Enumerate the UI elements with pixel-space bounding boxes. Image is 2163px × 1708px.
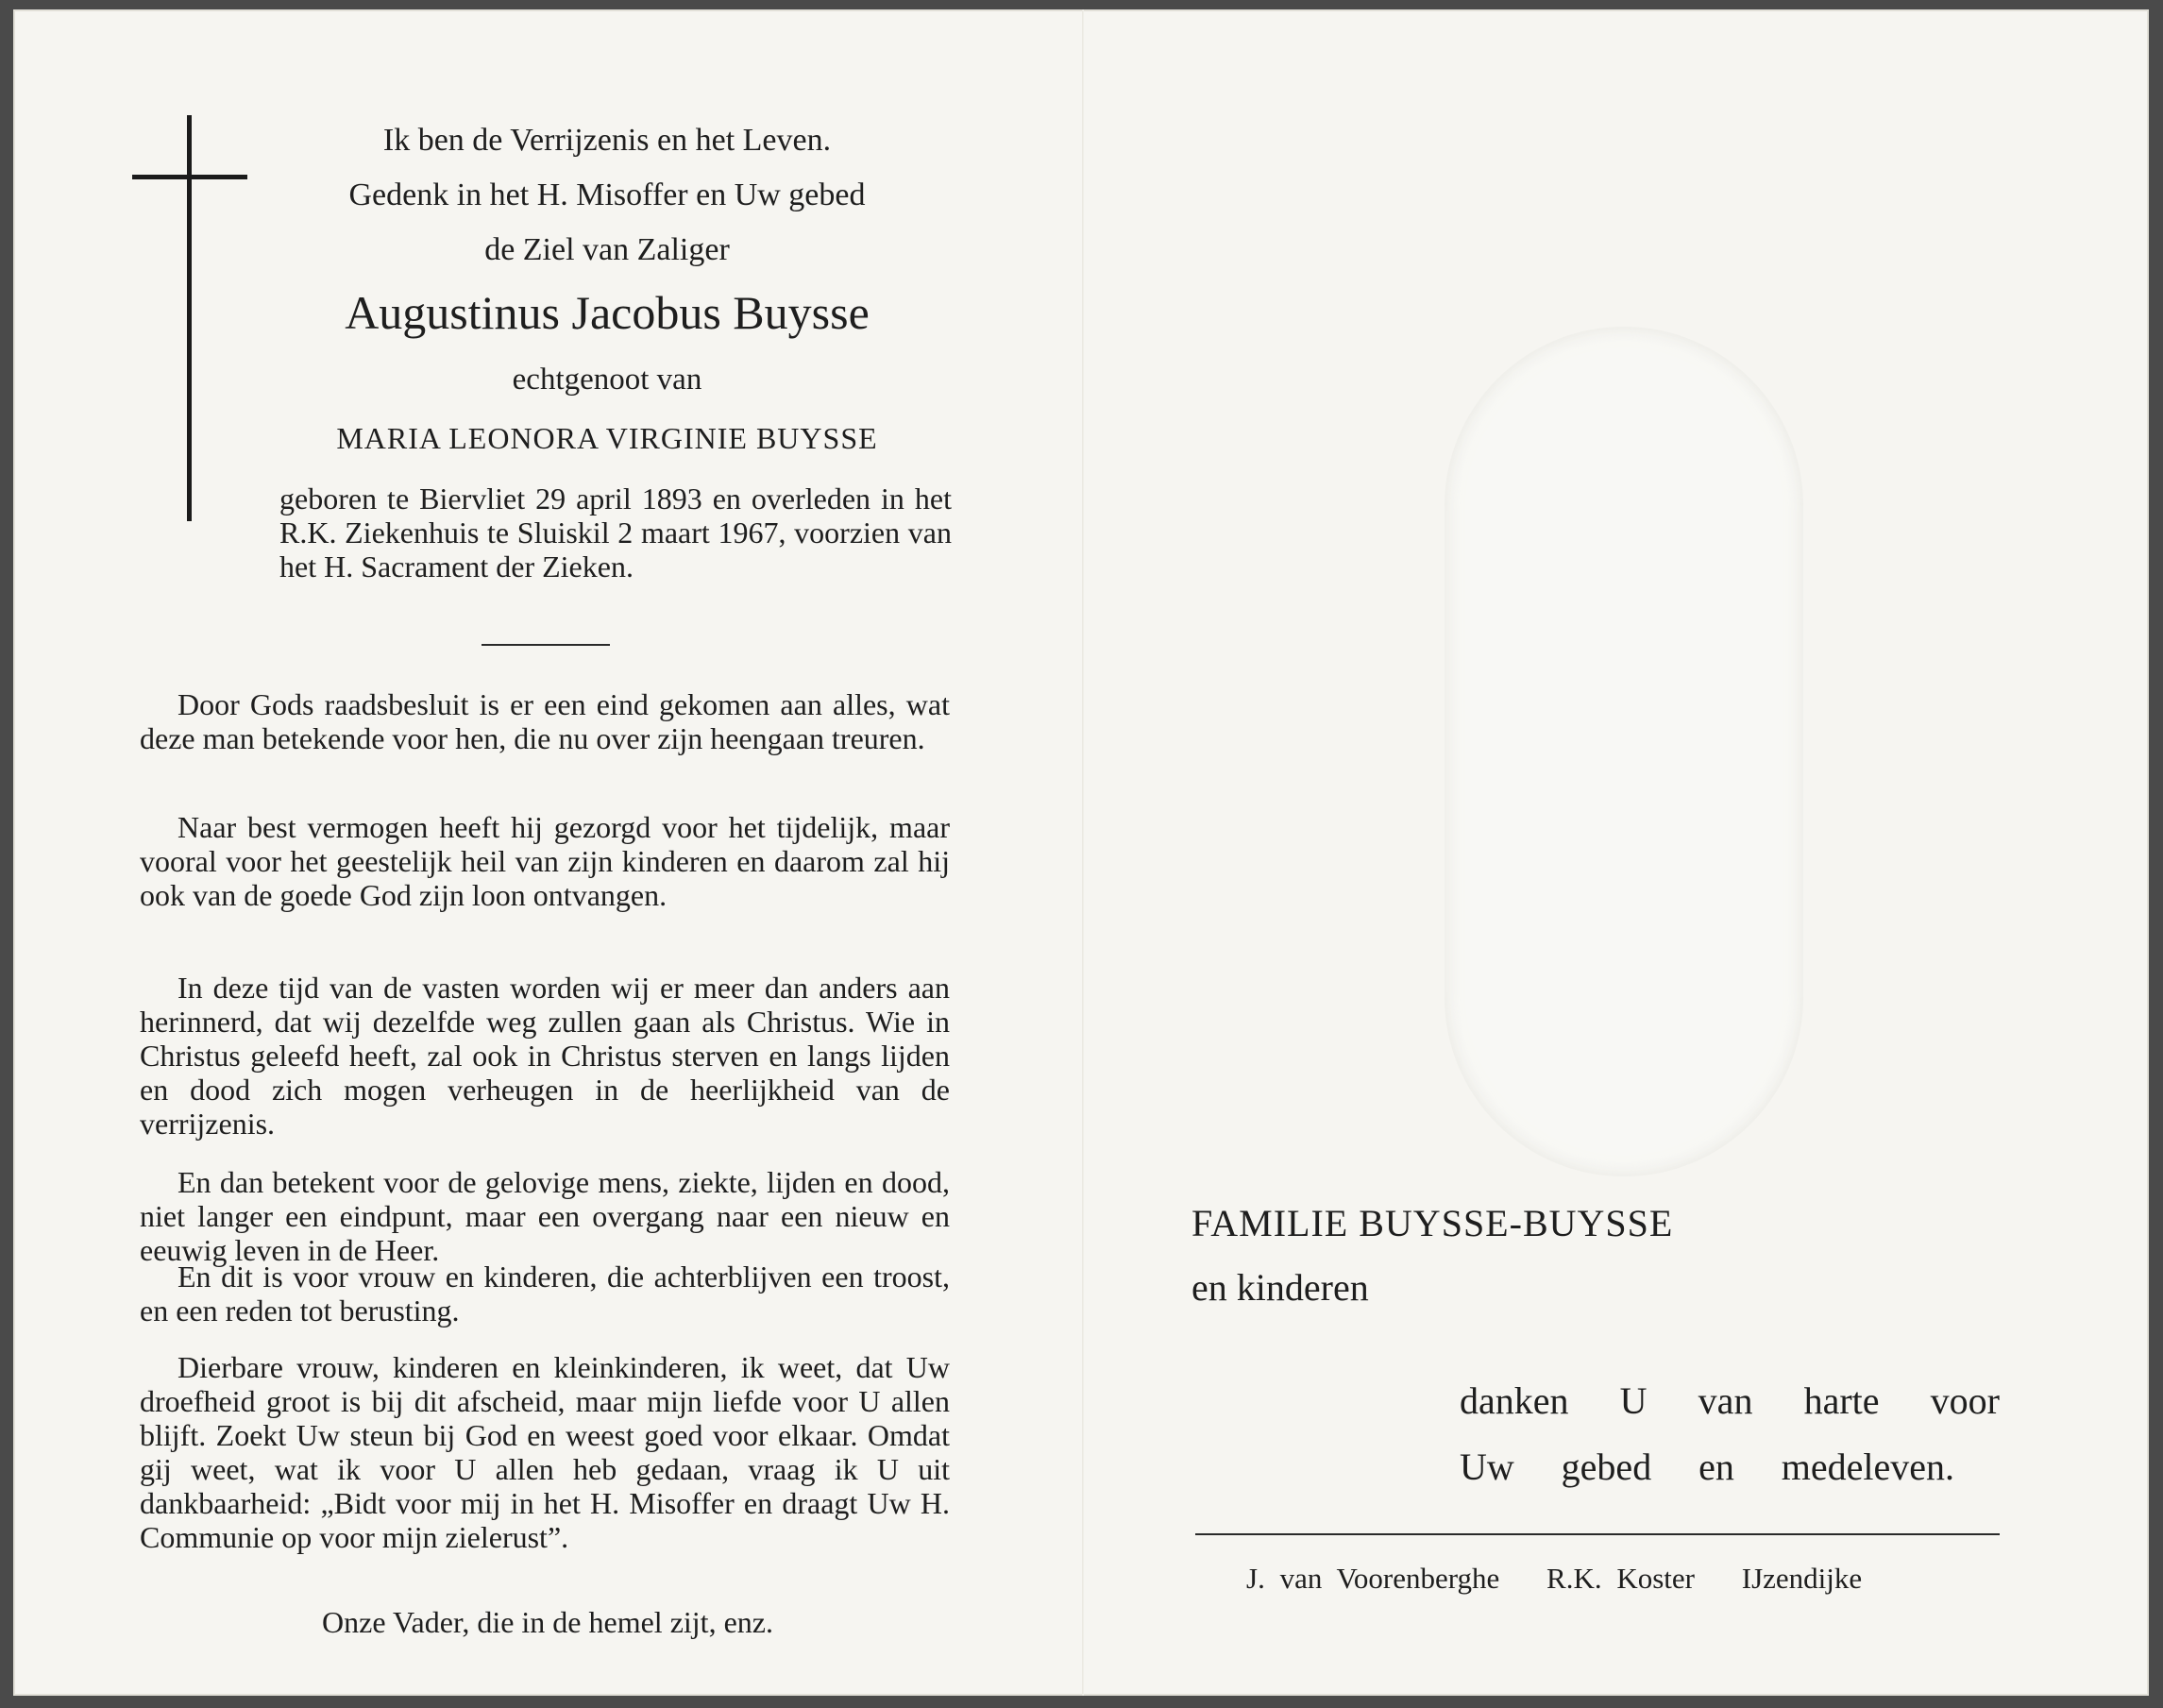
verse [130,113,1084,278]
separator [482,644,610,646]
verse-line: Ik ben de Verrijzenis en het Leven. [382,123,832,158]
paragraph: In deze tijd van de vasten worden wij er meer dan anders aan herinnerd, dat wij dezelfde weg zullen gaan als Christus. Wie in Christus geleefd heeft, zal ook in Christus sterven en langs lijden en dood zich mogen verheugen in de heerlijkheid van de verrijzenis. [140,971,950,1141]
children-line: en kinderen [1191,1266,1369,1309]
birth-death-text: geboren te Biervliet 29 april 1893 en overleden in het R.K. Ziekenhuis te Sluiskil 2 maart 1967, voorzien van het H. Sacrament der Zieken. [279,482,952,583]
printer-place: IJzendijke [1741,1562,1863,1595]
thanks-line-2: Uw gebed en medeleven. [1460,1446,1954,1488]
embossed-oval [1445,327,1803,1176]
deceased-name: Augustinus Jacobus Buysse [345,286,870,339]
memorial-card [13,9,2149,1696]
paragraph: Naar best vermogen heeft hij gezorgd voor het tijdelijk, maar vooral voor het geestelijk heil van zijn kinderen en daarom zal hij ook van de goede God zijn loon ontvangen. [140,810,950,912]
printer-role: R.K. Koster [1546,1562,1695,1595]
verse-line: de Ziel van Zaliger [484,232,730,267]
thanks-line-1: danken U van harte voor [1460,1379,2000,1422]
printer-name: J. van Voorenberghe [1246,1562,1500,1595]
verse-line: Gedenk in het H. Misoffer en Uw gebed [348,178,866,212]
closing-prayer: Onze Vader, die in de hemel zijt, enz. [322,1605,773,1639]
printer-credit [1246,1562,1894,1596]
paragraph: En dan betekent voor de gelovige mens, ziekte, lijden en dood, niet langer een eindpunt, maar een overgang naar een nieuw en eeuwig leven in de Heer. [140,1165,950,1267]
paragraph: Dierbare vrouw, kinderen en kleinkinderen, ik weet, dat Uw droefheid groot is bij dit afscheid, maar mijn liefde voor U allen blijft. Zoekt Uw steun bij God en weest goed voor elkaar. Omdat gij weet, wat ik voor U allen heb gedaan, vraag ik U uit dankbaarheid: „Bidt voor mij in het H. Misoffer en draagt Uw H. Communie op voor mijn zielerust”. [140,1350,950,1554]
paragraph: En dit is voor vrouw en kinderen, die achterblijven een troost, en een reden tot berusting. [140,1260,950,1328]
paragraph: Door Gods raadsbesluit is er een eind gekomen aan alles, wat deze man betekende voor hen, die nu over zijn heengaan treuren. [140,687,950,755]
family-name: FAMILIE BUYSSE-BUYSSE [1191,1202,1674,1244]
spouse-label: echtgenoot van [512,363,702,397]
bottom-rule [1195,1533,2000,1535]
spouse-name: MARIA LEONORA VIRGINIE BUYSSE [336,421,878,455]
